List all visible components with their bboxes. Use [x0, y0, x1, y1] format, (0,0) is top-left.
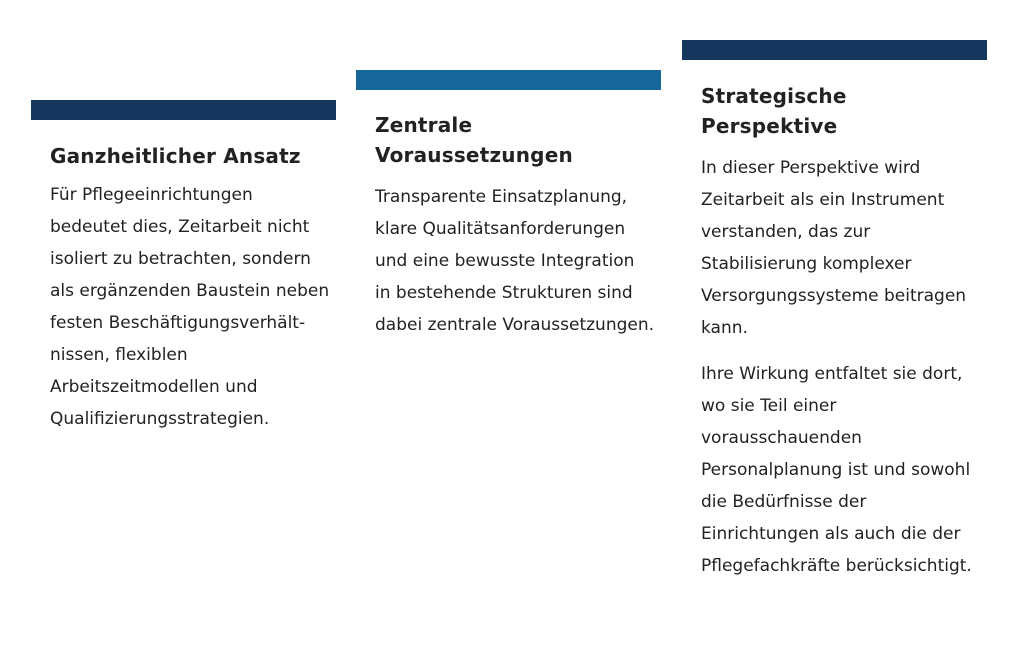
card-accent-bar — [31, 100, 336, 120]
card-paragraph: Für Pflegeeinrichtungen bedeutet dies, Zeitarbeit nicht isoliert zu betrachten, sondern als ergänzenden Baustein neben festen Beschäftigungsverhält-nissen, flexiblen Arbeitszeitmodellen und Qualifizierungsstrategien. — [50, 185, 330, 429]
card-zentrale-voraussetzungen — [356, 70, 661, 341]
card-accent-bar — [356, 70, 661, 90]
card-paragraph: Transparente Einsatzplanung, klare Qualitätsanforderungen und eine bewusste Integration in bestehende Strukturen sind dabei zentrale Voraussetzungen. — [375, 187, 655, 335]
card-title: Zentrale Voraussetzungen — [375, 113, 573, 167]
card-paragraph: Ihre Wirkung entfaltet sie dort, wo sie Teil einer vorausschauenden Personalplanung ist und sowohl die Bedürfnisse der Einrichtungen als auch die der Pflegefachkräfte berücksichtigt. — [701, 364, 972, 576]
card-ganzheitlicher-ansatz — [31, 100, 336, 435]
card-body — [50, 179, 330, 435]
card-title: Ganzheitlicher Ansatz — [50, 144, 301, 168]
card-body — [701, 152, 981, 582]
card-accent-bar — [682, 40, 987, 60]
card-paragraph: In dieser Perspektive wird Zeitarbeit als ein Instrument verstanden, das zur Stabilisierung komplexer Versorgungssysteme beitragen kann. — [701, 158, 967, 338]
card-strategische-perspektive — [682, 40, 987, 582]
card-body — [375, 181, 655, 341]
card-title: Strategische Perspektive — [701, 84, 847, 138]
